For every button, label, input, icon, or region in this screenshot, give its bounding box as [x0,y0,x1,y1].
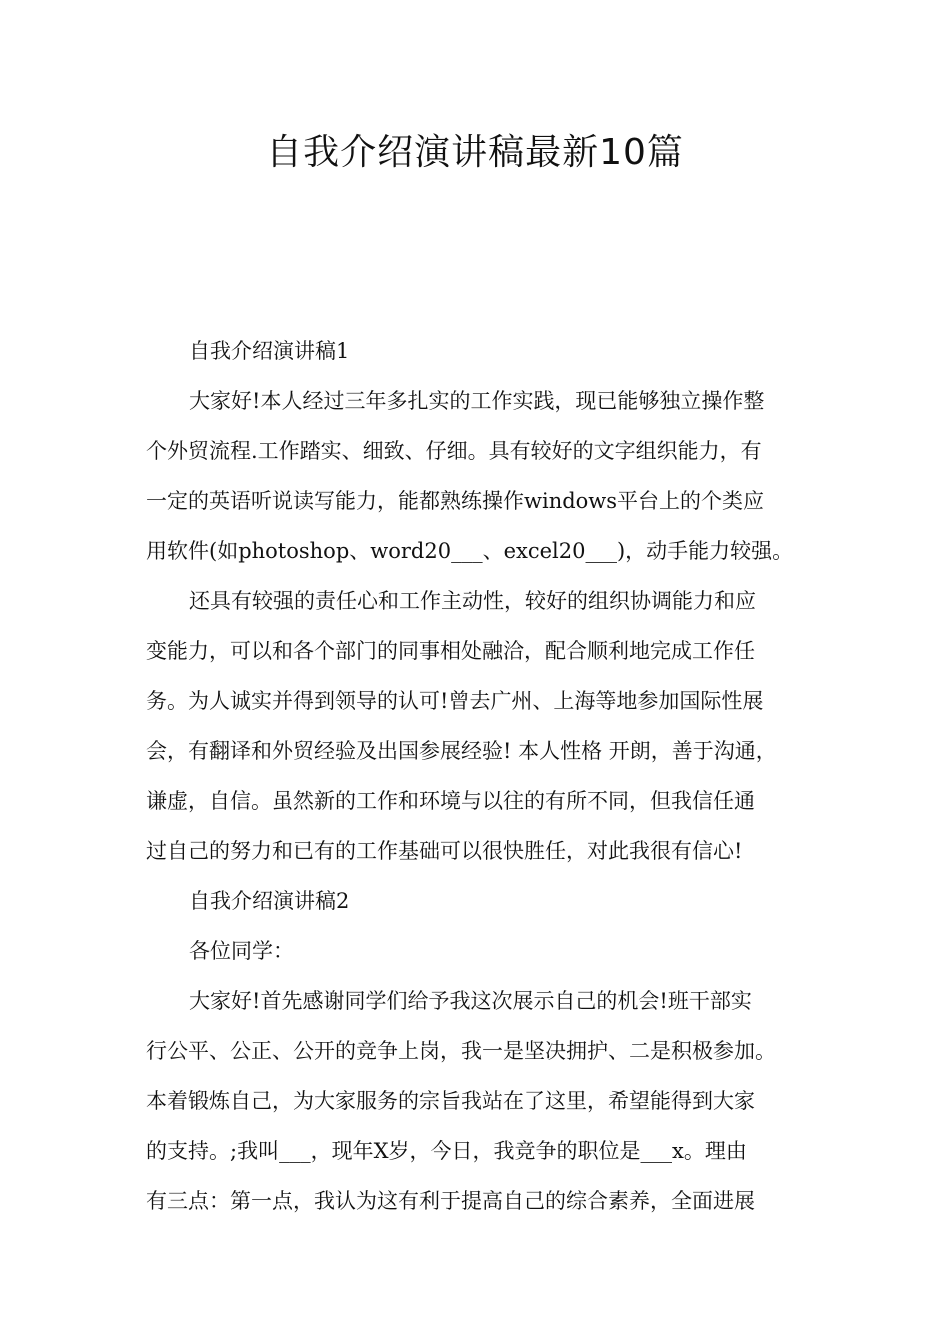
paragraph-line: 用软件(如photoshop、word20___、excel20___)，动手能力较强。 [146,539,794,563]
paragraph-line: 个外贸流程.工作踏实、细致、仔细。具有较好的文字组织能力，有 [146,439,762,463]
paragraph-line: 谦虚，自信。虽然新的工作和环境与以往的有所不同，但我信任通 [146,789,755,813]
paragraph-line: 有三点：第一点，我认为这有利于提高自己的综合素养，全面进展 [146,1189,755,1213]
section-heading-2: 自我介绍演讲稿2 [189,889,350,913]
paragraph-line: 的支持。;我叫___，现年X岁，今日，我竞争的职位是___x。理由 [146,1139,747,1163]
document-body [146,326,818,1226]
paragraph-line: 还具有较强的责任心和工作主动性，较好的组织协调能力和应 [189,589,756,613]
paragraph-line: 务。为人诚实并得到领导的认可!曾去广州、上海等地参加国际性展 [146,689,764,713]
salutation: 各位同学： [189,939,294,963]
paragraph-line: 本着锻炼自己，为大家服务的宗旨我站在了这里，希望能得到大家 [146,1089,755,1113]
paragraph-line: 会，有翻译和外贸经验及出国参展经验! 本人性格 开朗，善于沟通， [146,739,777,763]
paragraph-line: 大家好!首先感谢同学们给予我这次展示自己的机会!班干部实 [189,989,752,1013]
document-title: 自我介绍演讲稿最新10篇 [266,132,684,173]
section-heading-1: 自我介绍演讲稿1 [189,339,350,363]
paragraph-line: 一定的英语听说读写能力，能都熟练操作windows平台上的个类应 [146,489,765,513]
paragraph-line: 行公平、公正、公开的竞争上岗，我一是坚决拥护、二是积极参加。 [146,1039,776,1063]
paragraph-line: 大家好!本人经过三年多扎实的工作实践，现已能够独立操作整 [189,389,765,413]
paragraph-line: 变能力，可以和各个部门的同事相处融洽，配合顺利地完成工作任 [146,639,755,663]
paragraph-line: 过自己的努力和已有的工作基础可以很快胜任，对此我很有信心! [146,839,743,863]
